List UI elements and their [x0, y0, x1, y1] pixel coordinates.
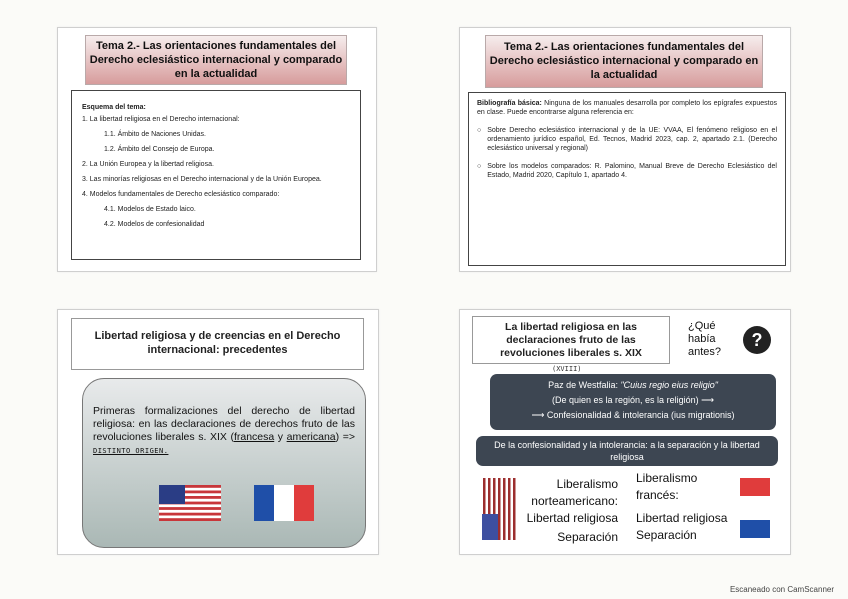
outline-item: 1. La libertad religiosa en el Derecho internacional:: [82, 116, 240, 123]
bibliography-bullet: [477, 162, 777, 180]
bibliography-entry: Sobre Derecho eclesiástico internacional y de la UE: VVAA, El fenómeno religioso en el ordenamiento jurídico español, Ed. Tecnos, Madrid 2023, cap. 2, apartado 2.1. (Derecho eclesiástico universal y regional): [487, 127, 777, 152]
french-flag-icon: [254, 485, 314, 521]
bibliography-bullet: [477, 126, 777, 153]
french-red-swatch: [740, 478, 770, 496]
westfalia-consequence: ⟶ Confesionalidad & intolerancia (ius migrationis): [531, 410, 735, 420]
slide-1: [57, 27, 377, 272]
outline-item: 2. La Unión Europea y la libertad religiosa.: [82, 161, 214, 168]
slide-1-content: [71, 90, 361, 260]
slide-3-body: Primeras formalizaciones del derecho de libertad religiosa: en las declaraciones de derechos fruto de las revoluciones liberales s. XIX (francesa y americana) => DISTINTO ORIGEN.: [93, 405, 355, 455]
bibliography-intro: [477, 99, 777, 117]
slide-4: [459, 309, 791, 555]
outline-item: 4.2. Modelos de confesionalidad: [104, 221, 205, 228]
us-flag-icon: [159, 485, 221, 521]
westfalia-translation: (De quien es la región, es la religión) ⟶: [552, 395, 714, 405]
slide-2-content: [468, 92, 786, 266]
slide-3-title: Libertad religiosa y de creencias en el Derecho internacional: precedentes: [94, 330, 341, 356]
handwritten-note: (XVIII): [552, 365, 582, 373]
bullet-icon: ○: [477, 163, 482, 170]
slide-3-content: [82, 378, 366, 548]
scanner-watermark: Escaneado con CamScanner: [729, 585, 834, 594]
handwritten-note: DISTINTO ORIGEN.: [93, 447, 169, 455]
link-francesa: francesa: [233, 431, 275, 443]
us-liberalism-list: Liberalismo norteamericano: Libertad religiosa Separación: [526, 477, 618, 544]
bullet-icon: ○: [477, 127, 482, 134]
question-text: ¿Qué había antes?: [688, 320, 722, 358]
outline-item: 4.1. Modelos de Estado laico.: [104, 206, 196, 213]
bibliography-entry: Sobre los modelos comparados: R. Palomino, Manual Breve de Derecho Eclesiástico del Estado, Madrid 2020, Capítulo 1, apartado 4.: [487, 163, 777, 179]
slide-4-title-box: [472, 316, 670, 364]
bibliography-text: Ninguna de los manuales desarrolla por completo los epígrafes expuestos en clase. Puede encontrarse alguna referencia en:: [477, 100, 777, 116]
slide-2: [459, 27, 791, 272]
slide-3: [57, 309, 379, 555]
slide-2-title: Tema 2.- Las orientaciones fundamentales del Derecho eclesiástico internacional y comparado en la actualidad: [485, 35, 763, 88]
outline-item: 4. Modelos fundamentales de Derecho eclesiástico comparado:: [82, 191, 280, 198]
outline-heading: Esquema del tema:: [82, 104, 146, 111]
french-liberalism-list: Liberalismo francés: Libertad religiosa Separación: [636, 471, 728, 542]
us-stripes-icon: [482, 478, 516, 540]
outline-item: 1.2. Ámbito del Consejo de Europa.: [104, 146, 215, 153]
outline-item: 1.1. Ámbito de Naciones Unidas.: [104, 131, 206, 138]
transition-box: De la confesionalidad y la intolerancia: a la separación y la libertad religiosa: [476, 436, 778, 466]
westfalia-quote: "Cuius regio eius religio": [620, 380, 718, 390]
french-blue-swatch: [740, 520, 770, 538]
slide-1-title: Tema 2.- Las orientaciones fundamentales del Derecho eclesiástico internacional y comparado en la actualidad: [85, 35, 347, 85]
question-icon: ?: [743, 326, 771, 354]
link-americana: americana: [286, 431, 336, 443]
slide-3-title-box: [71, 318, 364, 370]
slide-4-title: La libertad religiosa en las declaraciones fruto de las revoluciones liberales s. XIX: [500, 321, 642, 359]
outline-item: 3. Las minorías religiosas en el Derecho internacional y de la Unión Europea.: [82, 176, 322, 183]
westfalia-box: [490, 374, 776, 430]
bibliography-label: Bibliografía básica:: [477, 100, 542, 107]
westfalia-label: Paz de Westfalia:: [548, 380, 621, 390]
